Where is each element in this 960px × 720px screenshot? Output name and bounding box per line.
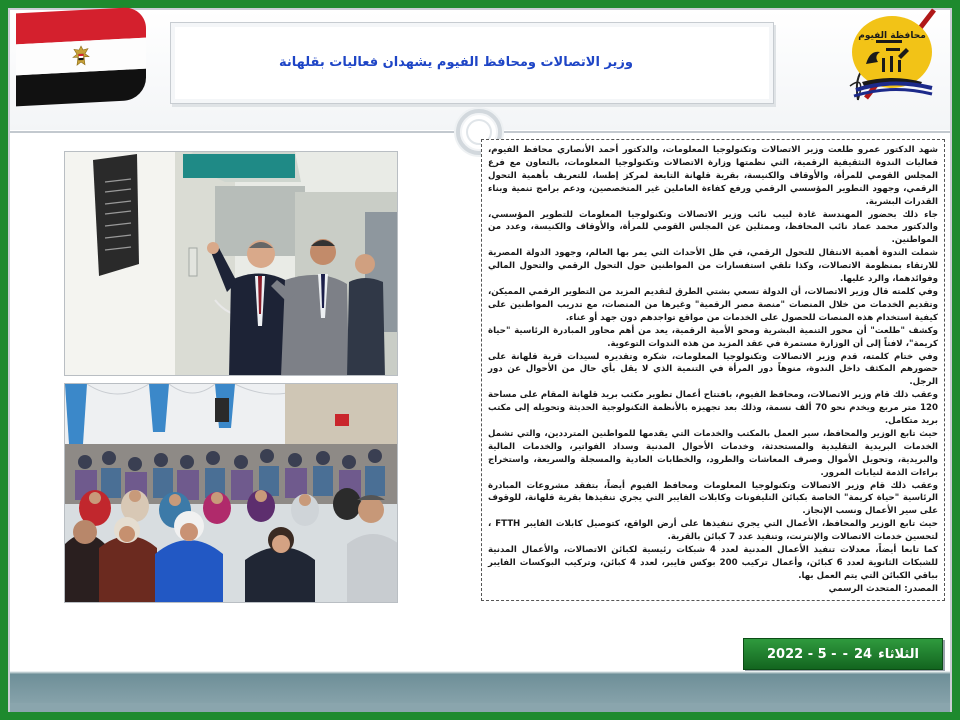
photo-plaque-unveiling	[64, 151, 398, 376]
article-paragraph: شملت الندوة أهمية الانتقال للتحول الرقمي، في ظل الأحداث التي يمر بها العالم، وجهود الدولة المصرية للارتقاء بمنظومة الاتصالات، وكذا تلقي استفسارات من المواطنين حول التحول الرقمي والتحول المالي وفوائدهما، والرد عليها.	[488, 248, 938, 285]
article-paragraph: شهد الدكتور عمرو طلعت وزير الاتصالات وتكنولوجيا المعلومات، والدكتور أحمد الأنصاري محافظ الفيوم، فعاليات الندوة التثقيفية الرقمية، التي نظمتها وزارة الاتصالات وتكنولوجيا المعلومات، بالتعاون مع فرع المجلس القومي للمرأة، والأوقاف والكنيسة، بقرية قلهانة التابعة لمركز إطسا، للتعريف بأهمية التحول الرقمي، وجهود التطوير المؤسسي الرقمي ورفع كفاءة العاملين غير المتخصصين، ودعم برامج تنمية وبناء القدرات البشرية.	[488, 145, 938, 207]
logo-lettering: محافظة الفيوم	[858, 31, 926, 41]
article-paragraph: جاء ذلك بحضور المهندسة غادة لبيب نائب وزير الاتصالات وتكنولوجيا المعلومات للتطوير المؤسسي، والدكتور محمد عماد نائب المحافظ، وممثلين عن المجلس القومي للمرأة، والأوقاف والكنيسة، وعدد من المواطنين.	[488, 209, 938, 246]
article-paragraph: حيث تابع الوزير والمحافظ، سير العمل بالمكتب والخدمات التي يقدمها للمواطنين المترددين، والتي تشمل الخدمات البريدية التقليدية والمستحدثة، وخدمات الأحوال المدنية وسداد الفواتير، والخدمات المالية والبريدية، وتحويل الأموال وصرف المعاشات والطرود، والخطابات العادية والمسجلة والسريعة، واستخراج براءات الذمة لنيابات المرور.	[488, 428, 938, 478]
photo-seminar-audience	[64, 383, 398, 603]
page-title: وزير الاتصالات ومحافظ الفيوم يشهدان فعاليات بقلهانة	[278, 55, 633, 70]
article-paragraph: وكشف "طلعت" أن محور التنمية البشرية ومحو الأمية الرقمية، يعد من أهم محاور المبادرة الرئاسية "حياة كريمة"، لافتاً إلى أن الوزارة مستمرة في عقد المزيد من هذه الندوات التوعوية.	[488, 325, 938, 349]
date-month-year: 2022 - 5 -	[766, 646, 837, 662]
article-paragraph: وعقب ذلك قام وزير الاتصالات، ومحافظ الفيوم، بافتتاح أعمال تطوير مكتب بريد قلهانة المقام على مساحة 120 متر مربع ويخدم نحو 70 ألف نسمة، وذلك بعد تجهيزه بالأنظمة التكنولوجية الحديثة وتحويله إلى مكتب بريد متكامل.	[488, 390, 939, 427]
article-paragraph: كما تابعا أيضاً، معدلات تنفيذ الأعمال المدنية لعدد 4 شبكات رئيسية لكبائن الاتصالات، والأعمال المدنية للشبكات الثانوية لعدد 6 كبائن، وأعمال تركيب 200 بوكس فايبر، لعدد 4 كبائن، وتركيب البوكسات الفايبر بباقي الكبائن التي يتم العمل بها.	[488, 545, 938, 581]
article-paragraph: وفي ختام كلمته، قدم وزير الاتصالات وتكنولوجيا المعلومات، شكره وتقديره لسيدات قرية قلهانة على حضورهم المكثف داخل الندوة، منوهاً دور المرأة في التنمية الذي لا يقل بأي حال من الأحوال عن دور الرجل.	[488, 351, 938, 388]
article-paragraph: حيث تابع الوزير والمحافظ، الأعمال التي يجري تنفيذها على أرض الواقع، كتوصيل كابلات الفايبر FTTH ، لتحسين خدمات الاتصالات والإنترنت، وتنفيذ عدد 7 كبائن بالقرية.	[488, 519, 939, 543]
fayoum-governorate-logo-icon	[836, 8, 948, 104]
date-separator: -	[842, 646, 848, 662]
marble-plaque	[93, 154, 139, 276]
footer-band-bottom	[10, 703, 950, 712]
article-body	[481, 139, 945, 601]
article-paragraph: وعقب ذلك قام وزير الاتصالات وتكنولوجيا المعلومات ومحافظ الفيوم أيضاً، بتفقد مشروعات المبادرة الرئاسية "حياة كريمة" الخاصة بكبائن التليفونات وكابلات الفايبر التي يجري تنفيذها بقرية قلهانة، للوقوف على سير الأعمال ونسب الإنجاز.	[488, 480, 938, 517]
title-box	[170, 22, 774, 104]
date-badge	[743, 638, 943, 670]
egypt-flag-icon	[16, 7, 146, 107]
eagle-emblem-icon	[70, 44, 92, 68]
footer-band	[10, 671, 950, 703]
article-paragraph: وفي كلمته قال وزير الاتصالات، أن الدولة تسعي بشتي الطرق لتقديم المزيد من التطوير الرقمي المميكن، وتقديم الخدمات من خلال المنصات "منصة مصر الرقمية" وغيرها من المنصات، مع تدريب المواطنين على كيفية استخدام هذه المنصات للحصول على الخدمات من مواقع تواجدهم دون جهد أو عناء.	[488, 286, 938, 323]
date-weekday: الثلاثاء	[878, 646, 920, 662]
date-day: 24	[854, 646, 873, 662]
article-source: المصدر: المتحدث الرسمي	[828, 583, 938, 594]
